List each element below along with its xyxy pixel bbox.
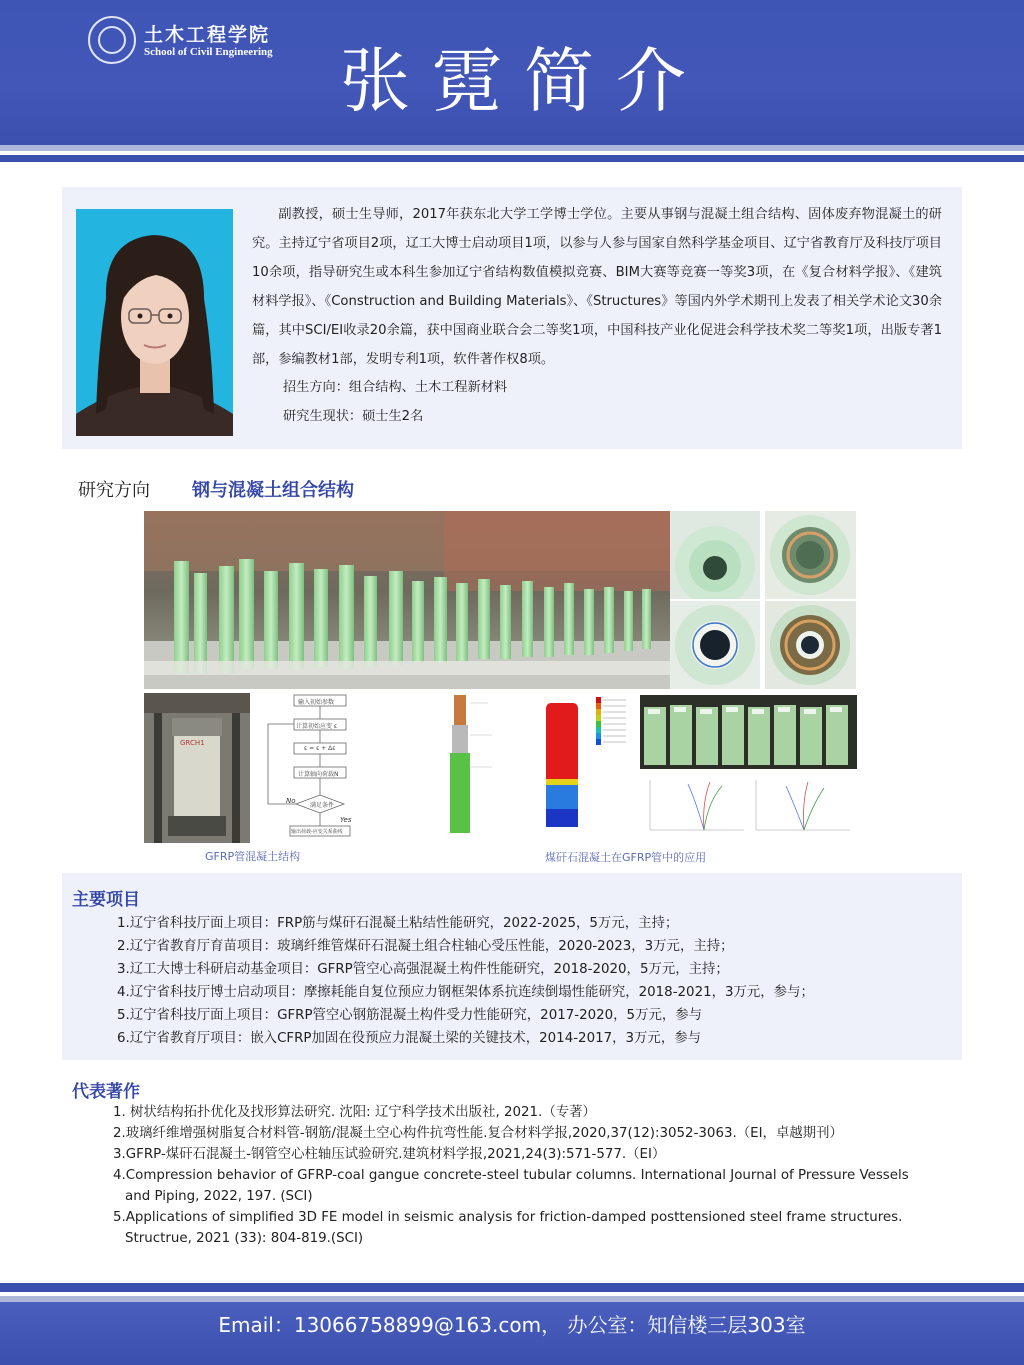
flow-step-1: 输入初始参数 [298,699,335,706]
load-strain-plots [644,772,854,838]
publications-title: 代表著作 [72,1082,140,1102]
project-item: 3.辽工大博士科研启动基金项目：GFRP管空心高强混凝土构件性能研究，2018-2020，5万元，主持； [117,962,729,977]
biography-text: 副教授，硕士生导师，2017年获东北大学工学博士学位。主要从事钢与混凝土组合结构、固体废弃物混凝土的研究。主持辽宁省项目2项，辽工大博士启动项目1项，以参与人参与国家自然科学基金项目、辽宁省教育厅及科技厅项目10余项，指导研究生或本科生参加辽宁省结构数值模拟竞赛、BIM大赛等竞赛一等奖3项，在《复合材料学报》、《建筑材料学报》、《Construction and Building Materials》、《Structures》等国内外学术期刊上发表了相关学术论文30余篇，其中SCI/EI收录20余篇，获中国商业联合会二等奖1项，中国科技产业化促进会科学技术奖二等奖1项，出版专著1部，参编教材1部，发明专利1项，软件著作权8项。 [252,207,942,367]
flow-step-3: ε = ε + Δε [304,745,336,752]
flow-yes-label: Yes [340,816,352,824]
flow-step-4: 计算轴向荷载N [298,771,339,778]
flow-step-5: 满足条件 [310,802,335,809]
university-seal-icon [88,16,136,64]
research-direction-label: 研究方向 [78,480,150,501]
contact-info: Email：13066758899@163.com， 办公室：知信楼三层303室 [218,1313,806,1337]
publication-item: 5.Applications of simplified 3D FE model in seismic analysis for friction-damped posttensioned steel frame structures. Structrue, 2021 (33): 804-819.(SCI) [113,1210,903,1246]
flow-step-2: 计算初始应变 ε [296,723,338,730]
flow-no-label: No [286,797,296,805]
composite-column-model [440,695,520,835]
project-item: 2.辽宁省教育厅育苗项目：玻璃纤维管煤矸石混凝土组合柱轴心受压性能，2020-2023，3万元，主持； [117,939,734,954]
gfrp-columns-photo [144,511,670,689]
student-status: 研究生现状：硕士生2名 [283,409,424,424]
page-title: 张霓简介 [340,40,708,122]
footer-divider [0,1283,1024,1292]
caption-gfrp-structure: GFRP管混凝土结构 [205,850,301,863]
project-item: 5.辽宁省科技厅面上项目：GFRP管空心钢筋混凝土构件受力性能研究，2017-2020，5万元，参与 [117,1008,703,1023]
publications-list [113,1102,928,1249]
fe-stress-contour [540,695,630,835]
projects-title: 主要项目 [72,890,140,910]
seal-inner-ring [98,26,126,54]
projects-list [117,912,814,1050]
project-item: 4.辽宁省科技厅博士启动项目：摩擦耗能自复位预应力钢框架体系抗连续倒塌性能研究，2018-2021，3万元，参与； [117,985,814,1000]
enrollment-direction: 招生方向：组合结构、土木工程新材料 [283,380,508,395]
tube-section-photo-4 [765,601,856,689]
header-divider-bottom [0,155,1024,162]
caption-coal-gangue-application: 煤矸石混凝土在GFRP管中的应用 [545,851,707,864]
analysis-flowchart [264,693,376,839]
tube-section-photo-2 [765,511,856,599]
specimen-label: GRCH1 [180,739,205,747]
test-specimens-photo [640,695,857,769]
school-name-en: School of Civil Engineering [144,46,273,58]
research-topic: 钢与混凝土组合结构 [192,480,354,501]
flow-step-6: 输出荷载-应变关系曲线 [291,829,343,835]
tube-section-photo-1 [670,511,760,599]
tube-section-photo-3 [670,601,760,689]
loading-test-photo [144,693,250,843]
publication-item: 1. 树状结构拓扑优化及找形算法研究. 沈阳: 辽宁科学技术出版社, 2021.（专著） [113,1105,596,1120]
portrait-photo [76,209,233,436]
project-item: 6.辽宁省教育厅项目：嵌入CFRP加固在役预应力混凝土梁的关键技术，2014-2017，3万元，参与 [117,1031,701,1046]
publication-item: 2.玻璃纤维增强树脂复合材料管-钢筋/混凝土空心构件抗弯性能.复合材料学报,2020,37(12):3052-3063.（EI，卓越期刊） [113,1126,843,1141]
school-name-cn: 土木工程学院 [144,24,271,46]
publication-item: 3.GFRP-煤矸石混凝土-钢管空心柱轴压试验研究.建筑材料学报,2021,24(3):571-577.（EI） [113,1147,666,1162]
publication-item: 4.Compression behavior of GFRP-coal gangue concrete-steel tubular columns. International Journal of Pressure Vessels and Piping, 2022, 197. (SCI) [113,1168,909,1204]
project-item: 1.辽宁省科技厅面上项目：FRP筋与煤矸石混凝土粘结性能研究，2022-2025，5万元，主持； [117,916,679,931]
